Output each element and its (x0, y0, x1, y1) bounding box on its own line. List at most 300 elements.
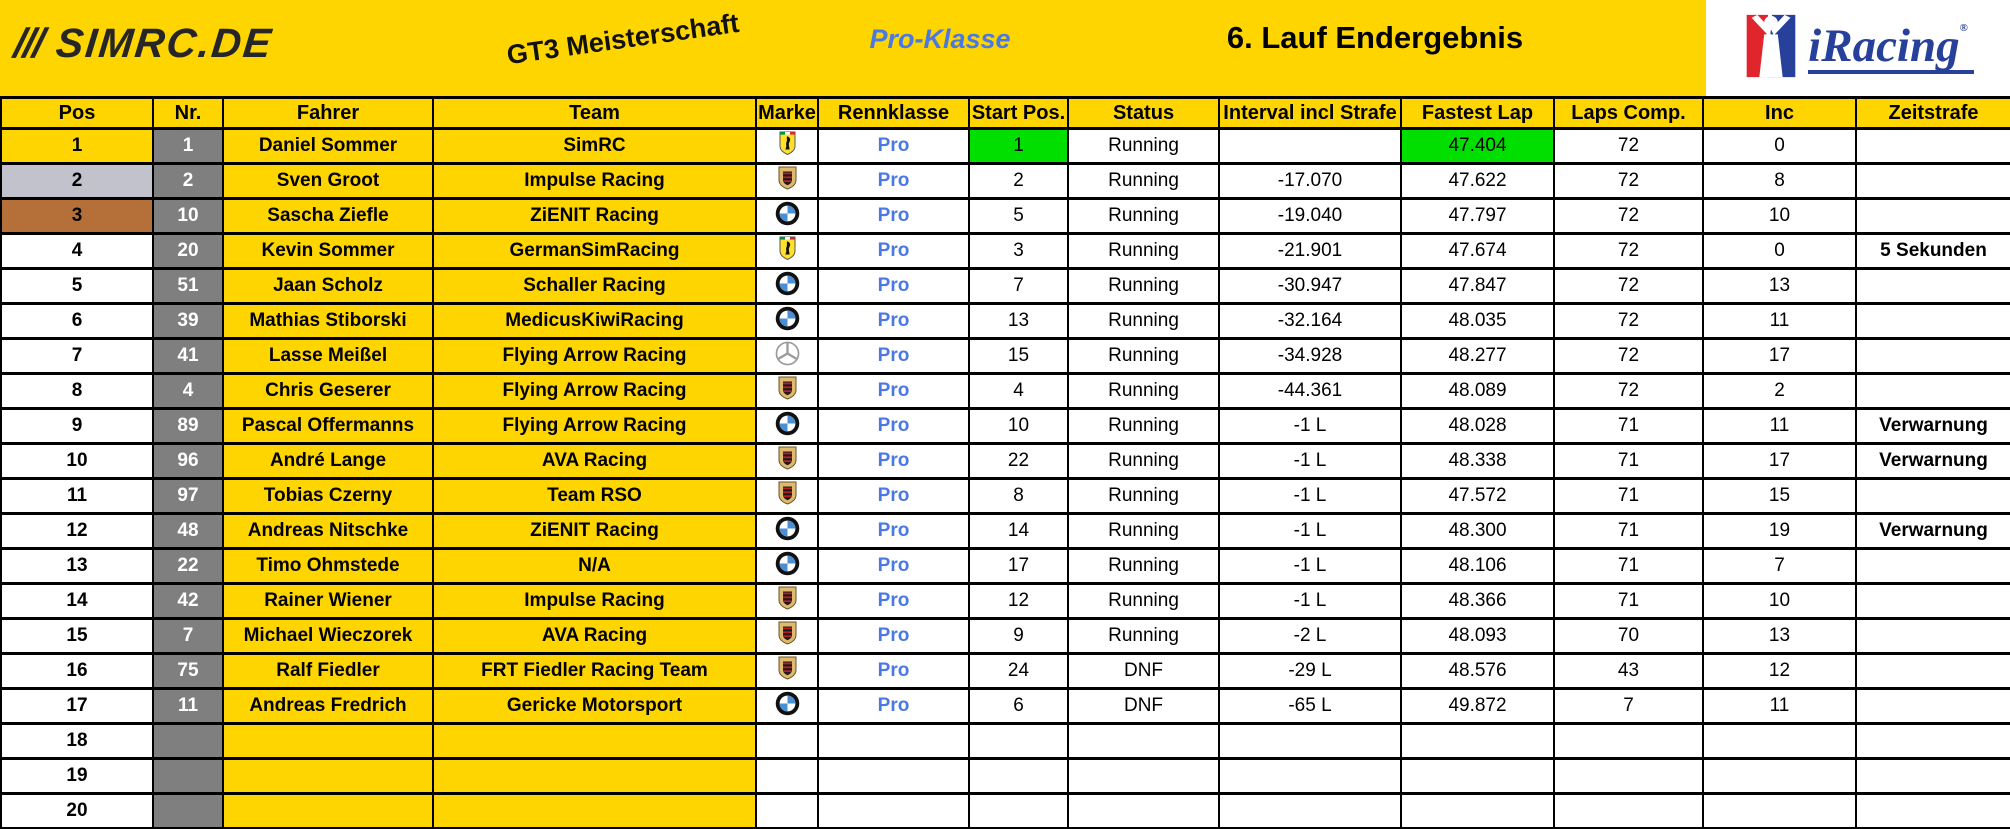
start-pos-cell (969, 794, 1068, 829)
simrc-logo (12, 20, 276, 67)
fastest-lap-cell: 47.572 (1401, 479, 1554, 514)
bmw-logo-icon (775, 410, 800, 436)
car-number-cell: 11 (153, 689, 223, 724)
top-banner (0, 0, 1706, 96)
pos-cell: 16 (1, 654, 153, 689)
pos-cell: 15 (1, 619, 153, 654)
driver-cell: Ralf Fiedler (223, 654, 433, 689)
class-cell (818, 794, 969, 829)
inc-cell: 13 (1703, 269, 1856, 304)
laps-comp-cell: 71 (1554, 549, 1703, 584)
fastest-lap-cell (1401, 794, 1554, 829)
start-pos-cell: 10 (969, 409, 1068, 444)
driver-cell: Rainer Wiener (223, 584, 433, 619)
penalty-cell: Verwarnung (1856, 409, 2010, 444)
interval-cell (1219, 724, 1401, 759)
class-cell (818, 724, 969, 759)
column-header-status: Status (1068, 98, 1219, 129)
inc-cell: 13 (1703, 619, 1856, 654)
laps-comp-cell: 70 (1554, 619, 1703, 654)
team-cell: Flying Arrow Racing (433, 374, 756, 409)
brand-cell (756, 164, 818, 199)
table-row (1, 584, 2010, 619)
ferrari-logo-icon (779, 130, 796, 156)
team-cell (433, 724, 756, 759)
start-pos-cell: 5 (969, 199, 1068, 234)
car-number-cell: 2 (153, 164, 223, 199)
penalty-cell (1856, 304, 2010, 339)
inc-cell: 17 (1703, 444, 1856, 479)
inc-cell: 19 (1703, 514, 1856, 549)
pos-cell: 11 (1, 479, 153, 514)
start-pos-cell: 12 (969, 584, 1068, 619)
status-cell: Running (1068, 549, 1219, 584)
pos-cell: 12 (1, 514, 153, 549)
table-row (1, 514, 2010, 549)
status-cell: Running (1068, 409, 1219, 444)
inc-cell: 0 (1703, 234, 1856, 269)
start-pos-cell: 1 (969, 129, 1068, 164)
brand-cell (756, 374, 818, 409)
fastest-lap-cell: 48.035 (1401, 304, 1554, 339)
interval-cell: -32.164 (1219, 304, 1401, 339)
bmw-logo-icon (775, 305, 800, 331)
column-header-zeitstrafe: Zeitstrafe (1856, 98, 2010, 129)
penalty-cell (1856, 794, 2010, 829)
bmw-logo-icon (775, 200, 800, 226)
iracing-emblem-icon (1742, 11, 1800, 86)
start-pos-cell: 7 (969, 269, 1068, 304)
fastest-lap-cell (1401, 724, 1554, 759)
table-row (1, 199, 2010, 234)
driver-cell: Andreas Fredrich (223, 689, 433, 724)
car-number-cell (153, 724, 223, 759)
car-number-cell (153, 759, 223, 794)
interval-cell: -30.947 (1219, 269, 1401, 304)
class-cell: Pro (818, 339, 969, 374)
table-row (1, 374, 2010, 409)
driver-cell: Kevin Sommer (223, 234, 433, 269)
team-cell: Flying Arrow Racing (433, 339, 756, 374)
table-row (1, 794, 2010, 829)
brand-cell (756, 724, 818, 759)
column-header-fastest-lap: Fastest Lap (1401, 98, 1554, 129)
class-cell: Pro (818, 374, 969, 409)
pos-cell: 19 (1, 759, 153, 794)
interval-cell (1219, 759, 1401, 794)
car-number-cell: 20 (153, 234, 223, 269)
team-cell: Impulse Racing (433, 584, 756, 619)
laps-comp-cell (1554, 724, 1703, 759)
fastest-lap-cell: 47.847 (1401, 269, 1554, 304)
class-cell: Pro (818, 164, 969, 199)
fastest-lap-cell (1401, 759, 1554, 794)
column-header-laps-comp: Laps Comp. (1554, 98, 1703, 129)
laps-comp-cell: 72 (1554, 234, 1703, 269)
porsche-logo-icon (778, 480, 797, 506)
car-number-cell: 22 (153, 549, 223, 584)
team-cell: AVA Racing (433, 444, 756, 479)
inc-cell: 11 (1703, 689, 1856, 724)
inc-cell (1703, 794, 1856, 829)
brand-cell (756, 514, 818, 549)
laps-comp-cell: 71 (1554, 514, 1703, 549)
fastest-lap-cell: 47.674 (1401, 234, 1554, 269)
start-pos-cell: 4 (969, 374, 1068, 409)
inc-cell: 2 (1703, 374, 1856, 409)
iracing-logo (1706, 0, 2010, 96)
status-cell: Running (1068, 199, 1219, 234)
team-cell: ZiENIT Racing (433, 199, 756, 234)
interval-cell: -21.901 (1219, 234, 1401, 269)
driver-cell: Chris Geserer (223, 374, 433, 409)
ferrari-logo-icon (779, 235, 796, 261)
penalty-cell (1856, 339, 2010, 374)
car-number-cell: 51 (153, 269, 223, 304)
table-row (1, 129, 2010, 164)
pos-cell: 10 (1, 444, 153, 479)
laps-comp-cell: 72 (1554, 304, 1703, 339)
driver-cell: Pascal Offermanns (223, 409, 433, 444)
table-row (1, 619, 2010, 654)
team-cell: FRT Fiedler Racing Team (433, 654, 756, 689)
pos-cell: 13 (1, 549, 153, 584)
status-cell (1068, 794, 1219, 829)
header-row (1, 98, 2010, 129)
team-cell: Impulse Racing (433, 164, 756, 199)
penalty-cell (1856, 759, 2010, 794)
brand-cell (756, 129, 818, 164)
status-cell: Running (1068, 584, 1219, 619)
inc-cell: 10 (1703, 199, 1856, 234)
driver-cell: Timo Ohmstede (223, 549, 433, 584)
car-number-cell: 89 (153, 409, 223, 444)
team-cell: GermanSimRacing (433, 234, 756, 269)
class-cell: Pro (818, 409, 969, 444)
bmw-logo-icon (775, 550, 800, 576)
class-cell: Pro (818, 619, 969, 654)
pos-cell: 7 (1, 339, 153, 374)
laps-comp-cell (1554, 759, 1703, 794)
car-number-cell: 41 (153, 339, 223, 374)
driver-cell: Mathias Stiborski (223, 304, 433, 339)
penalty-cell (1856, 479, 2010, 514)
interval-cell: -1 L (1219, 409, 1401, 444)
bmw-logo-icon (775, 270, 800, 296)
table-row (1, 549, 2010, 584)
penalty-cell (1856, 654, 2010, 689)
interval-cell: -44.361 (1219, 374, 1401, 409)
interval-cell: -34.928 (1219, 339, 1401, 374)
team-cell: MedicusKiwiRacing (433, 304, 756, 339)
status-cell: Running (1068, 619, 1219, 654)
table-row (1, 164, 2010, 199)
driver-cell: Sven Groot (223, 164, 433, 199)
inc-cell: 11 (1703, 409, 1856, 444)
penalty-cell (1856, 164, 2010, 199)
penalty-cell: Verwarnung (1856, 444, 2010, 479)
fastest-lap-cell: 49.872 (1401, 689, 1554, 724)
laps-comp-cell (1554, 794, 1703, 829)
class-cell: Pro (818, 199, 969, 234)
car-number-cell: 96 (153, 444, 223, 479)
brand-cell (756, 584, 818, 619)
car-number-cell: 1 (153, 129, 223, 164)
pos-cell: 6 (1, 304, 153, 339)
column-header-rennklasse: Rennklasse (818, 98, 969, 129)
car-number-cell: 7 (153, 619, 223, 654)
team-cell: ZiENIT Racing (433, 514, 756, 549)
inc-cell: 17 (1703, 339, 1856, 374)
team-cell: AVA Racing (433, 619, 756, 654)
car-number-cell: 39 (153, 304, 223, 339)
class-title: Pro-Klasse (869, 24, 1011, 54)
team-cell: Gericke Motorsport (433, 689, 756, 724)
class-cell: Pro (818, 514, 969, 549)
driver-cell (223, 794, 433, 829)
laps-comp-cell: 72 (1554, 199, 1703, 234)
porsche-logo-icon (778, 655, 797, 681)
interval-cell: -1 L (1219, 479, 1401, 514)
driver-cell: Sascha Ziefle (223, 199, 433, 234)
column-header-inc: Inc (1703, 98, 1856, 129)
table-row (1, 304, 2010, 339)
laps-comp-cell: 72 (1554, 129, 1703, 164)
class-cell: Pro (818, 549, 969, 584)
pos-cell: 3 (1, 199, 153, 234)
results-table (0, 96, 2010, 829)
pos-cell: 17 (1, 689, 153, 724)
start-pos-cell: 6 (969, 689, 1068, 724)
inc-cell: 8 (1703, 164, 1856, 199)
driver-cell: André Lange (223, 444, 433, 479)
laps-comp-cell: 71 (1554, 409, 1703, 444)
brand-cell (756, 479, 818, 514)
team-cell: Flying Arrow Racing (433, 409, 756, 444)
pos-cell: 14 (1, 584, 153, 619)
inc-cell: 12 (1703, 654, 1856, 689)
fastest-lap-cell: 47.797 (1401, 199, 1554, 234)
class-cell: Pro (818, 269, 969, 304)
table-row (1, 269, 2010, 304)
brand-cell (756, 444, 818, 479)
status-cell: Running (1068, 129, 1219, 164)
simrc-logo-text: SIMRC.DE (53, 20, 276, 66)
table-row (1, 724, 2010, 759)
column-header-start-pos: Start Pos. (969, 98, 1068, 129)
pos-cell: 5 (1, 269, 153, 304)
brand-cell (756, 269, 818, 304)
status-cell: Running (1068, 269, 1219, 304)
status-cell: Running (1068, 164, 1219, 199)
class-cell: Pro (818, 689, 969, 724)
status-cell: Running (1068, 374, 1219, 409)
table-row (1, 479, 2010, 514)
laps-comp-cell: 43 (1554, 654, 1703, 689)
penalty-cell: 5 Sekunden (1856, 234, 2010, 269)
bmw-logo-icon (775, 690, 800, 716)
laps-comp-cell: 7 (1554, 689, 1703, 724)
class-cell: Pro (818, 444, 969, 479)
status-cell: DNF (1068, 654, 1219, 689)
team-cell (433, 794, 756, 829)
brand-cell (756, 654, 818, 689)
status-cell: Running (1068, 514, 1219, 549)
status-cell: Running (1068, 339, 1219, 374)
laps-comp-cell: 72 (1554, 374, 1703, 409)
laps-comp-cell: 71 (1554, 479, 1703, 514)
penalty-cell (1856, 724, 2010, 759)
table-row (1, 759, 2010, 794)
brand-cell (756, 759, 818, 794)
column-header-nr: Nr. (153, 98, 223, 129)
penalty-cell (1856, 269, 2010, 304)
pos-cell: 4 (1, 234, 153, 269)
fastest-lap-cell: 47.622 (1401, 164, 1554, 199)
driver-cell: Andreas Nitschke (223, 514, 433, 549)
table-row (1, 689, 2010, 724)
brand-cell (756, 689, 818, 724)
penalty-cell (1856, 199, 2010, 234)
class-cell: Pro (818, 129, 969, 164)
table-row (1, 654, 2010, 689)
pos-cell: 18 (1, 724, 153, 759)
interval-cell: -17.070 (1219, 164, 1401, 199)
registered-mark: ® (1959, 21, 1968, 34)
inc-cell: 11 (1703, 304, 1856, 339)
start-pos-cell: 22 (969, 444, 1068, 479)
class-cell: Pro (818, 234, 969, 269)
team-cell (433, 759, 756, 794)
status-cell: Running (1068, 304, 1219, 339)
team-cell: N/A (433, 549, 756, 584)
bmw-logo-icon (775, 515, 800, 541)
interval-cell (1219, 129, 1401, 164)
car-number-cell: 10 (153, 199, 223, 234)
porsche-logo-icon (778, 620, 797, 646)
status-cell: DNF (1068, 689, 1219, 724)
penalty-cell: Verwarnung (1856, 514, 2010, 549)
brand-cell (756, 339, 818, 374)
interval-cell: -65 L (1219, 689, 1401, 724)
car-number-cell: 42 (153, 584, 223, 619)
status-cell: Running (1068, 444, 1219, 479)
inc-cell: 10 (1703, 584, 1856, 619)
brand-cell (756, 304, 818, 339)
fastest-lap-cell: 48.300 (1401, 514, 1554, 549)
interval-cell: -1 L (1219, 444, 1401, 479)
class-cell: Pro (818, 654, 969, 689)
inc-cell: 7 (1703, 549, 1856, 584)
team-cell: Team RSO (433, 479, 756, 514)
brand-cell (756, 549, 818, 584)
car-number-cell (153, 794, 223, 829)
porsche-logo-icon (778, 445, 797, 471)
column-header-pos: Pos (1, 98, 153, 129)
pos-cell: 9 (1, 409, 153, 444)
column-header-fahrer: Fahrer (223, 98, 433, 129)
simrc-slashes-icon: /// (11, 20, 45, 66)
inc-cell (1703, 759, 1856, 794)
driver-cell: Tobias Czerny (223, 479, 433, 514)
table-row (1, 234, 2010, 269)
brand-cell (756, 199, 818, 234)
start-pos-cell: 24 (969, 654, 1068, 689)
start-pos-cell: 15 (969, 339, 1068, 374)
driver-cell: Jaan Scholz (223, 269, 433, 304)
laps-comp-cell: 72 (1554, 164, 1703, 199)
laps-comp-cell: 72 (1554, 269, 1703, 304)
pos-cell: 20 (1, 794, 153, 829)
interval-cell: -29 L (1219, 654, 1401, 689)
column-header-team: Team (433, 98, 756, 129)
inc-cell: 0 (1703, 129, 1856, 164)
penalty-cell (1856, 374, 2010, 409)
laps-comp-cell: 72 (1554, 339, 1703, 374)
interval-cell: -1 L (1219, 549, 1401, 584)
class-cell (818, 759, 969, 794)
brand-cell (756, 619, 818, 654)
table-row (1, 409, 2010, 444)
fastest-lap-cell: 48.028 (1401, 409, 1554, 444)
laps-comp-cell: 71 (1554, 444, 1703, 479)
interval-cell (1219, 794, 1401, 829)
interval-cell: -19.040 (1219, 199, 1401, 234)
penalty-cell (1856, 129, 2010, 164)
brand-cell (756, 409, 818, 444)
porsche-logo-icon (778, 165, 797, 191)
laps-comp-cell: 71 (1554, 584, 1703, 619)
class-cell: Pro (818, 304, 969, 339)
start-pos-cell: 3 (969, 234, 1068, 269)
porsche-logo-icon (778, 375, 797, 401)
interval-cell: -2 L (1219, 619, 1401, 654)
fastest-lap-cell: 48.089 (1401, 374, 1554, 409)
column-header-marke: Marke (756, 98, 818, 129)
start-pos-cell: 8 (969, 479, 1068, 514)
fastest-lap-cell: 48.106 (1401, 549, 1554, 584)
brand-cell (756, 794, 818, 829)
fastest-lap-cell: 47.404 (1401, 129, 1554, 164)
class-cell: Pro (818, 479, 969, 514)
status-cell (1068, 724, 1219, 759)
pos-cell: 8 (1, 374, 153, 409)
driver-cell: Daniel Sommer (223, 129, 433, 164)
fastest-lap-cell: 48.338 (1401, 444, 1554, 479)
fastest-lap-cell: 48.366 (1401, 584, 1554, 619)
driver-cell (223, 724, 433, 759)
fastest-lap-cell: 48.093 (1401, 619, 1554, 654)
brand-cell (756, 234, 818, 269)
fastest-lap-cell: 48.277 (1401, 339, 1554, 374)
start-pos-cell: 13 (969, 304, 1068, 339)
team-cell: Schaller Racing (433, 269, 756, 304)
team-cell: SimRC (433, 129, 756, 164)
interval-cell: -1 L (1219, 584, 1401, 619)
event-title: 6. Lauf Endergebnis (1226, 20, 1524, 55)
interval-cell: -1 L (1219, 514, 1401, 549)
start-pos-cell: 2 (969, 164, 1068, 199)
status-cell: Running (1068, 234, 1219, 269)
series-title: GT3 Meisterschaft (504, 7, 741, 71)
start-pos-cell: 14 (969, 514, 1068, 549)
car-number-cell: 97 (153, 479, 223, 514)
car-number-cell: 75 (153, 654, 223, 689)
fastest-lap-cell: 48.576 (1401, 654, 1554, 689)
start-pos-cell: 9 (969, 619, 1068, 654)
class-cell: Pro (818, 584, 969, 619)
mercedes-logo-icon (775, 340, 800, 366)
